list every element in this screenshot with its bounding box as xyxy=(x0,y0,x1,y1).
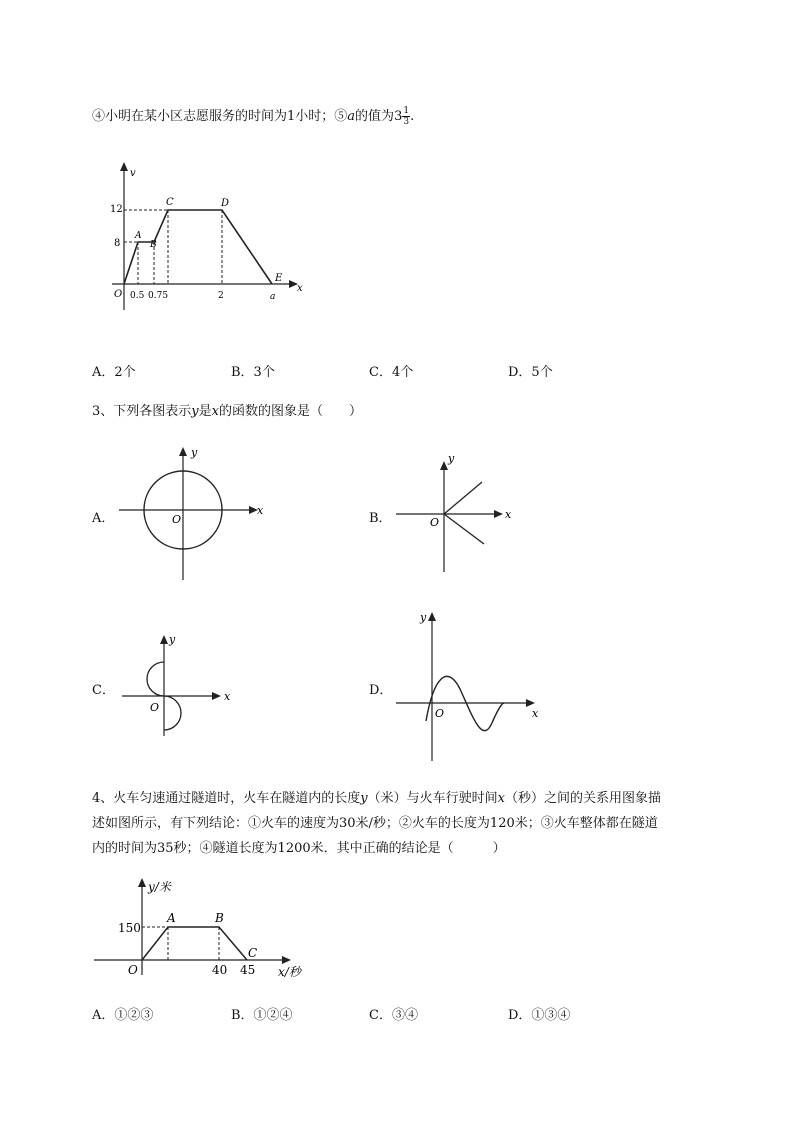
axis-y-label: y xyxy=(191,446,198,459)
var-x: x xyxy=(211,404,219,419)
q2-tick-0.5: 0.5 xyxy=(130,291,145,301)
fraction-denominator: 3 xyxy=(403,117,410,127)
q4-stem-line-3: 内的时间为35秒；④隧道长度为1200米．其中正确的结论是（ ） xyxy=(92,841,506,856)
q4-dashed-guides xyxy=(142,927,219,960)
origin-label: O xyxy=(430,516,440,529)
q2-y-label: v xyxy=(130,168,136,179)
q3-graph-b-rays[interactable] xyxy=(392,450,522,575)
upper-ray xyxy=(444,482,482,514)
q2-tick-a: a xyxy=(270,292,276,302)
q2-dashed-guides xyxy=(124,210,222,284)
q4-stem-line-1 xyxy=(92,790,661,808)
q3-option-b-label[interactable]: B． xyxy=(369,511,392,526)
q4-option-b[interactable]: B．①②④ xyxy=(231,1008,293,1023)
q4-option-d[interactable]: D．①③④ xyxy=(508,1008,571,1023)
q4-tick-150: 150 xyxy=(118,921,141,935)
q2-statement-text-2: 的值为 xyxy=(355,109,395,124)
x-arrow-icon xyxy=(494,510,503,518)
q2-statement-text: ④小明在某小区志愿服务的时间为1小时；⑤ xyxy=(92,109,348,124)
q4-y-label: y/米 xyxy=(148,880,171,894)
origin-label: O xyxy=(435,707,445,720)
var-y: y xyxy=(360,791,368,806)
right-semicircle xyxy=(164,696,181,730)
y-arrow-icon xyxy=(160,635,168,644)
var-a: a xyxy=(347,109,356,124)
q4-stem-line-2: 述如图所示，有下列结论：①火车的速度为30米/秒；②火车的长度为120米；③火车整体都在隧道 xyxy=(92,816,658,831)
q3-graph-c-semicircles[interactable] xyxy=(118,630,248,740)
q3-option-d-label[interactable]: D． xyxy=(369,683,393,698)
lower-ray xyxy=(444,514,484,544)
q2-speed-graph xyxy=(90,160,320,320)
q2-option-a[interactable]: A．2个 xyxy=(92,365,136,380)
q4-x-arrow-icon xyxy=(282,956,291,964)
q2-statement xyxy=(92,106,414,127)
q4-x-label: x/秒 xyxy=(278,965,301,979)
q2-statement-end: . xyxy=(410,109,415,124)
q2-point-C: C xyxy=(166,197,174,208)
q4-length-line xyxy=(142,927,247,960)
q4-text: （秒）之间的关系用图象描 xyxy=(505,791,662,806)
q3-graph-a-circle[interactable] xyxy=(115,440,275,585)
q2-speed-line xyxy=(124,210,272,284)
origin-label: O xyxy=(150,701,160,714)
q2-y-arrow-icon xyxy=(120,162,128,171)
q2-point-E: E xyxy=(275,273,283,284)
left-semicircle xyxy=(147,662,164,696)
q4-tick-45: 45 xyxy=(240,963,256,977)
q3-option-c-label[interactable]: C． xyxy=(92,683,115,698)
q4-tick-40: 40 xyxy=(212,963,228,977)
q4-option-c[interactable]: C．③④ xyxy=(369,1008,418,1023)
fraction-numerator: 1 xyxy=(403,106,410,116)
fraction xyxy=(402,106,410,127)
x-arrow-icon xyxy=(212,692,221,700)
q2-point-B: B xyxy=(150,240,157,250)
axis-x-label: x xyxy=(505,508,512,521)
q2-option-b[interactable]: B．3个 xyxy=(231,365,275,380)
q4-point-A: A xyxy=(167,911,176,925)
var-y: y xyxy=(191,404,199,419)
q4-y-arrow-icon xyxy=(138,878,146,887)
q2-point-A: A xyxy=(135,231,142,241)
q3-stem-text: 3、下列各图表示 xyxy=(92,404,192,419)
q2-point-D: D xyxy=(221,198,230,209)
q2-x-label: x xyxy=(297,283,303,294)
q3-graph-d-wave[interactable] xyxy=(392,605,552,765)
axis-x-label: x xyxy=(224,690,231,703)
q2-tick-12: 12 xyxy=(110,204,123,215)
axis-y-label: y xyxy=(448,452,455,465)
axis-y-label: y xyxy=(169,633,176,646)
q2-option-c[interactable]: C．4个 xyxy=(369,365,414,380)
q4-text: （米）与火车行驶时间 xyxy=(367,791,498,806)
axis-y-label: y xyxy=(420,611,427,624)
q3-stem-text-3: 的函数的图象是（ ） xyxy=(219,404,363,419)
var-x: x xyxy=(497,791,505,806)
q4-tunnel-graph xyxy=(92,875,332,985)
mixed-number-whole: 3 xyxy=(394,109,403,124)
q4-point-B: B xyxy=(215,911,224,925)
q3-stem xyxy=(92,403,362,421)
q4-point-C: C xyxy=(248,946,258,960)
q2-option-d[interactable]: D．5个 xyxy=(508,365,553,380)
q2-tick-2: 2 xyxy=(218,291,224,301)
q4-option-a[interactable]: A．①②③ xyxy=(92,1008,154,1023)
axis-x-label: x xyxy=(532,707,539,720)
origin-label: O xyxy=(172,513,182,526)
q2-tick-0.75: 0.75 xyxy=(148,291,169,301)
y-arrow-icon xyxy=(440,461,448,470)
q4-text: 4、火车匀速通过隧道时，火车在隧道内的长度 xyxy=(92,791,361,806)
q2-tick-8: 8 xyxy=(114,238,121,249)
y-arrow-icon xyxy=(179,447,187,456)
q4-origin-label: O xyxy=(128,963,138,977)
y-arrow-icon xyxy=(428,612,436,621)
q2-origin-label: O xyxy=(114,289,123,300)
x-arrow-icon xyxy=(526,699,535,707)
q3-stem-text-2: 是 xyxy=(198,404,212,419)
q3-option-a-label[interactable]: A． xyxy=(92,511,115,526)
axis-x-label: x xyxy=(257,504,264,517)
